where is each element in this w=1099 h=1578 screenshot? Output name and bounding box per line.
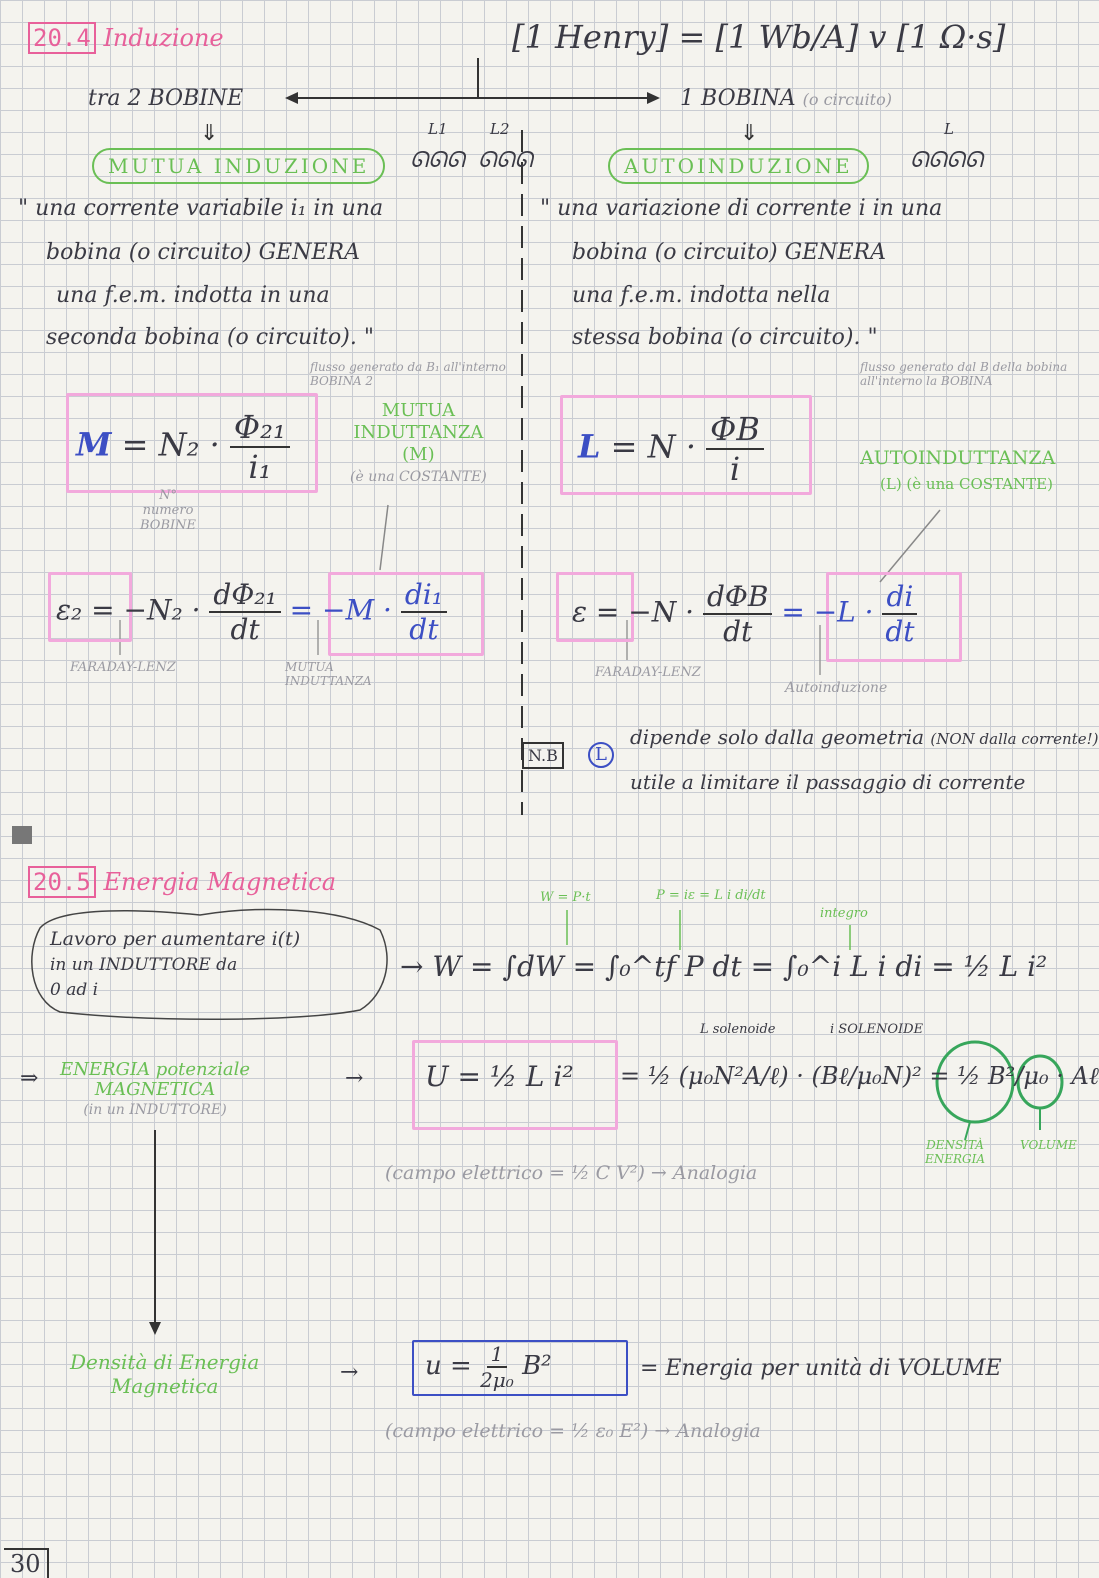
nb-line-2: utile a limitare il passaggio di corrente — [630, 770, 1026, 794]
M-fraction — [230, 408, 290, 486]
L-factor: N · — [647, 427, 696, 466]
emf-self-den1: dt — [723, 615, 753, 648]
density-label — [70, 1350, 259, 1398]
coil-icon-2: ᘏᘏᘏ — [478, 148, 533, 173]
M-symbol: M — [76, 425, 112, 464]
N-label-2: numero — [142, 503, 194, 518]
L-label-1: AUTOINDUTTANZA — [860, 447, 1056, 469]
section-title: Induzione — [103, 24, 224, 52]
mutual-line-3: una f.e.m. indotta in una — [56, 283, 330, 308]
self-line-2: bobina (o circuito) GENERA — [572, 240, 887, 265]
L-fraction — [706, 410, 764, 488]
mutual-induction-title: MUTUA INDUZIONE — [92, 148, 385, 184]
mutual-line-4: seconda bobina (o circuito). " — [46, 325, 374, 350]
emf-mutual-frac1 — [209, 578, 280, 646]
M-label-1: MUTUA — [381, 400, 455, 421]
emf-mutual-mid: = −M · — [289, 593, 392, 627]
M-factor: N₂ · — [158, 425, 220, 464]
two-coils-label: tra 2 BOBINE — [88, 86, 244, 111]
coil-label-3: L — [944, 120, 954, 138]
section-number-2: 20.5 — [28, 866, 96, 898]
nb-line-1 — [630, 725, 1099, 749]
faraday-label-left: FARADAY-LENZ — [70, 660, 176, 675]
emf-self-formula — [572, 580, 917, 648]
L-symbol: L — [578, 427, 601, 466]
u-lhs: u = — [425, 1351, 472, 1381]
under-label-1: L solenoide — [700, 1022, 776, 1037]
U-formula: U = ½ L i² — [425, 1060, 574, 1093]
self-inductance-label — [860, 445, 1055, 497]
L-formula — [578, 410, 764, 488]
emf-self-lhs: ε = −N · — [572, 595, 695, 629]
one-coil-note: (o circuito) — [802, 90, 892, 109]
mutual-line-1: " una corrente variabile i₁ in una — [18, 196, 384, 221]
coil-icon-1: ᘏᘏᘏ — [410, 148, 465, 173]
emf-mutual-lhs: ε₂ = −N₂ · — [56, 593, 201, 627]
coil-label-2: L2 — [490, 120, 510, 138]
section-header-energia — [28, 868, 336, 896]
nb-symbol: L — [588, 742, 614, 768]
nb-tag: N.B — [522, 742, 564, 769]
coil-label-1: L1 — [428, 120, 448, 138]
u-formula — [425, 1342, 552, 1392]
mutual-line-2: bobina (o circuito) GENERA — [46, 240, 361, 265]
emf-self-frac2 — [882, 580, 917, 648]
emf-self-num2: di — [882, 580, 917, 615]
emf-self-den2: dt — [885, 615, 915, 648]
autoinduction-note: Autoinduzione — [785, 680, 888, 696]
M-denominator: i₁ — [248, 448, 272, 486]
M-label-4: (è una COSTANTE) — [350, 469, 487, 485]
svg-text:⇓: ⇓ — [740, 121, 759, 146]
self-line-4: stessa bobina (o circuito). " — [572, 325, 878, 350]
density-label-2: Magnetica — [110, 1374, 219, 1398]
L-label-2: (L) (è una COSTANTE) — [880, 475, 1053, 493]
energy-label-1: ENERGIA potenziale — [60, 1059, 251, 1080]
under-label-2: i SOLENOIDE — [830, 1022, 924, 1037]
work-note-2: P = iε = L i di/dt — [656, 888, 766, 903]
section-header-induzione — [28, 24, 224, 52]
nb-line-1-text: dipende solo dalla geometria — [630, 725, 925, 749]
density-label-1: Densità di Energia — [70, 1350, 260, 1374]
emf-self-frac1 — [703, 580, 772, 648]
work-note-3: integro — [820, 906, 868, 921]
svg-text:⇓: ⇓ — [200, 121, 219, 146]
u-denominator: 2μ₀ — [480, 1368, 514, 1392]
analogy-2: (campo elettrico = ½ ε₀ E²) → Analogia — [385, 1420, 761, 1442]
section-title-2: Energia Magnetica — [103, 868, 337, 896]
work-line-2: in un INDUTTORE da — [50, 955, 238, 975]
u-description: = Energia per unità di VOLUME — [640, 1356, 1002, 1381]
U-expansion: = ½ (μ₀N²A/ℓ) · (Bℓ/μ₀N)² = ½ B²/μ₀ · Aℓ — [620, 1062, 1099, 1090]
density-tag: DENSITÀ ENERGIA — [924, 1138, 986, 1166]
u-fraction — [480, 1342, 514, 1392]
work-line-1: Lavoro per aumentare i(t) — [50, 928, 301, 950]
henry-unit-definition: [1 Henry] = [1 Wb/A] v [1 Ω·s] — [512, 18, 1006, 56]
M-numerator: Φ₂₁ — [230, 408, 290, 448]
u-numerator: 1 — [487, 1342, 508, 1368]
mutual-inductance-note: MUTUA INDUTTANZA — [285, 660, 372, 688]
mutual-inductance-label — [350, 400, 487, 488]
N-coils-label — [140, 488, 196, 533]
emf-self-mid: = −L · — [781, 595, 874, 629]
work-note-1: W = P·t — [540, 890, 591, 905]
analogy-1: (campo elettrico = ½ C V²) → Analogia — [385, 1162, 758, 1184]
u-rest: B² — [522, 1351, 552, 1381]
N-label-1: N° — [159, 488, 177, 503]
self-flux-note: flusso generato dal B della bobina all'interno la BOBINA — [860, 360, 1068, 388]
self-induction-title: AUTOINDUZIONE — [608, 148, 869, 184]
one-coil-text: 1 BOBINA — [680, 86, 796, 111]
emf-mutual-formula — [56, 578, 447, 646]
page-number: 30 — [4, 1548, 49, 1578]
self-line-3: una f.e.m. indotta nella — [572, 283, 831, 308]
work-line-3: 0 ad i — [50, 980, 99, 1000]
volume-tag: VOLUME — [1020, 1138, 1077, 1152]
L-numerator: ΦB — [706, 410, 764, 450]
faraday-label-right: FARADAY-LENZ — [595, 665, 701, 680]
N-label-3: BOBINE — [140, 518, 197, 533]
nb-line-1-note: (NON dalla corrente!) — [930, 730, 1099, 748]
L-denominator: i — [729, 450, 741, 488]
arrow-to-u: → — [340, 1360, 359, 1385]
self-line-1: " una variazione di corrente i in una — [540, 196, 943, 221]
energy-label-2: MAGNETICA — [94, 1079, 216, 1100]
emf-mutual-num1: dΦ₂₁ — [209, 578, 280, 613]
M-label-3: (M) — [402, 444, 435, 465]
implies-arrow-1: ⇒ — [20, 1066, 39, 1091]
emf-mutual-frac2 — [401, 578, 447, 646]
M-formula — [76, 408, 290, 486]
coil-icon-3: ᘏᘏᘏᘏ — [910, 148, 984, 173]
work-formula: → W = ∫dW = ∫₀^tf P dt = ∫₀^i L i di = ½ L i² — [400, 950, 1048, 983]
energy-label-3: (in un INDUTTORE) — [83, 1102, 227, 1118]
M-label-2: INDUTTANZA — [353, 422, 484, 443]
one-coil-label — [680, 86, 892, 111]
mutual-flux-note: flusso generato da B₁ all'interno BOBINA 2 — [310, 360, 506, 388]
emf-self-num1: dΦB — [703, 580, 772, 615]
emf-mutual-num2: di₁ — [401, 578, 447, 613]
section-number: 20.4 — [28, 22, 96, 54]
M-equals: = — [121, 425, 149, 464]
emf-mutual-den1: dt — [230, 613, 260, 646]
arrow-to-U: → — [345, 1066, 364, 1091]
work-formula-text: W = ∫dW = ∫₀^tf P dt = ∫₀^i L i di = ½ L i² — [432, 950, 1048, 983]
energy-label — [60, 1060, 250, 1120]
emf-mutual-den2: dt — [409, 613, 439, 646]
L-equals: = — [610, 427, 638, 466]
